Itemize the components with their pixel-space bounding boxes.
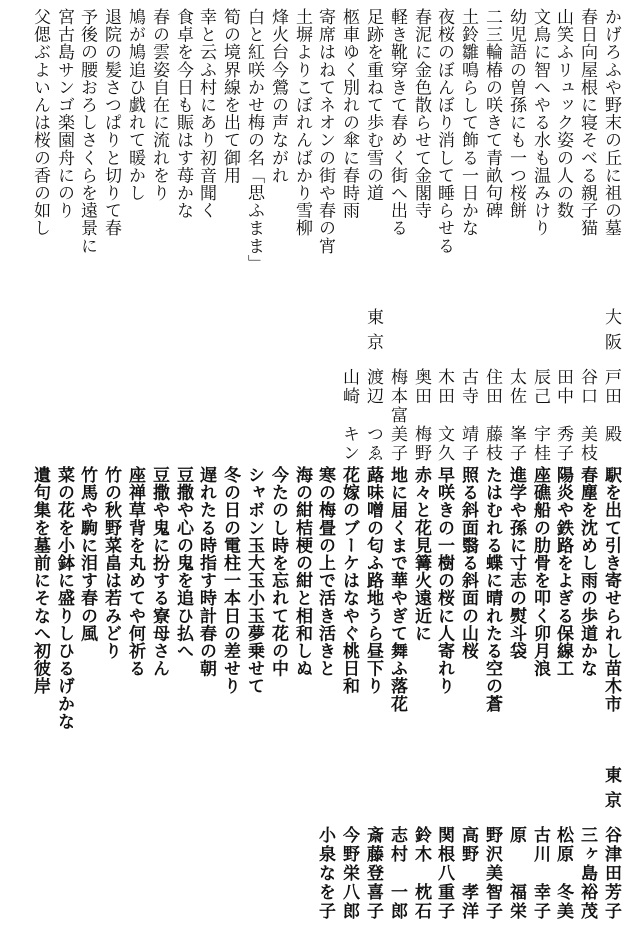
bottom-poem-2: 春塵を沈めし雨の歩道かな bbox=[577, 466, 597, 678]
top-loc-1: 大阪 bbox=[601, 308, 621, 358]
bottom-poem-17: 冬の日の電柱一本日の差せり bbox=[220, 466, 240, 695]
bottom-poem-14: 海の紺桔梗の紺と相和しぬ bbox=[292, 466, 312, 678]
top-poem-22: 退院の髪さつぱりと切りて春 bbox=[101, 8, 121, 237]
top-poem-16: 白と紅咲かせ梅の名「思ふまま」 bbox=[244, 8, 264, 272]
top-poem-23: 予後の腰おろしさくらを遠景に bbox=[77, 8, 97, 255]
bottom-poem-10: 地に届くまで華やぎて舞ふ落花 bbox=[387, 466, 407, 713]
bottom-author-10: 志村 一郎 bbox=[387, 826, 407, 921]
top-author-6: 住田 藤枝 bbox=[482, 368, 502, 463]
top-poem-13: 寄席はねてネオンの街や春の宵 bbox=[315, 8, 335, 255]
bottom-author-11: 斎藤登喜子 bbox=[363, 826, 383, 921]
bottom-author-7: 高野 孝洋 bbox=[458, 826, 478, 921]
top-poem-20: 春の雲姿自在に流れをり bbox=[149, 8, 169, 202]
top-poem-24: 宮古島サンゴ楽園舟にのり bbox=[54, 8, 74, 220]
top-author-5: 太佐 峯子 bbox=[506, 368, 526, 463]
bottom-poem-19: 豆撒や心の鬼を追ひ払へ bbox=[173, 466, 193, 660]
bottom-poem-7: 照る斜面翳る斜面の山桜 bbox=[458, 466, 478, 660]
bottom-poem-5: 進学や孫に寸志の熨斗袋 bbox=[506, 466, 526, 660]
top-poem-19: 食卓を今日も賑はす苺かな bbox=[173, 8, 193, 220]
top-poem-9: 春泥に金色散らせて金閣寺 bbox=[411, 8, 431, 220]
bottom-author-9: 鈴木 枕石 bbox=[411, 826, 431, 921]
bottom-author-6: 野沢美智子 bbox=[482, 826, 502, 921]
top-author-12: 山崎 キン bbox=[339, 368, 359, 463]
top-author-8: 木田 文久 bbox=[434, 368, 454, 463]
top-poem-3: 山笑ふリュック姿の人の数 bbox=[553, 8, 573, 220]
bottom-author-8: 関根八重子 bbox=[434, 826, 454, 921]
bottom-author-13: 小泉なを子 bbox=[315, 826, 335, 921]
bottom-poem-9: 赤々と花見篝火遠近に bbox=[411, 466, 431, 642]
bottom-poem-3: 陽炎や鉄路をよぎる保線工 bbox=[553, 466, 573, 678]
top-poem-8: 夜桜のぼんぼり消して睡らせる bbox=[434, 8, 454, 255]
bottom-author-2: 三ヶ島裕茂 bbox=[577, 826, 597, 921]
top-poem-15: 烽火台今鶯の声ながれ bbox=[268, 8, 288, 184]
top-poem-7: 土鈴雛鳴らして飾る一日かな bbox=[458, 8, 478, 237]
top-author-9: 奥田 梅野 bbox=[411, 368, 431, 463]
top-poem-5: 幼児語の曽孫にも一つ桜餅 bbox=[506, 8, 526, 220]
top-author-10: 梅本富美子 bbox=[387, 368, 407, 463]
bottom-poem-11: 蕗味噌の匂ふ路地うら昼下り bbox=[363, 466, 383, 695]
top-loc-11: 東京 bbox=[363, 308, 383, 358]
top-author-3: 田中 秀子 bbox=[553, 368, 573, 463]
bottom-author-4: 古川 幸子 bbox=[530, 826, 550, 921]
bottom-poem-1: 駅を出て引き寄せられし苗木市 bbox=[601, 466, 621, 713]
bottom-poem-21: 座禅草背を丸めてや何祈る bbox=[125, 466, 145, 678]
top-poem-10: 軽き靴穿きて春めく街へ出る bbox=[387, 8, 407, 237]
bottom-poem-23: 竹馬や駒に泪す春の風 bbox=[77, 466, 97, 642]
top-poem-25: 父偲ぶよいんは桜の香の如し bbox=[30, 8, 50, 237]
bottom-poem-12: 花嫁のブーケはなやぐ桃日和 bbox=[339, 466, 359, 695]
top-poem-1: かげろふや野末の丘に祖の墓 bbox=[601, 8, 621, 237]
top-author-2: 谷口 美枝 bbox=[577, 368, 597, 463]
top-author-11: 渡辺 つゑ bbox=[363, 368, 383, 463]
top-author-4: 辰己 宇桂 bbox=[530, 368, 550, 463]
bottom-loc-1: 東京 bbox=[601, 766, 621, 816]
bottom-poem-15: 今たのし時を忘れて花の中 bbox=[268, 466, 288, 678]
bottom-poem-6: たはむれる蝶に晴れたる空の蒼 bbox=[482, 466, 502, 713]
bottom-poem-25: 遺句集を墓前にそなへ初彼岸 bbox=[30, 466, 50, 695]
bottom-section bbox=[0, 466, 636, 927]
bottom-poem-8: 早咲きの一樹の桜に人寄れり bbox=[434, 466, 454, 695]
bottom-poem-13: 寒の梅畳の上で活き活きと bbox=[315, 466, 335, 678]
top-poem-14: 土塀よりこぼれんばかり雪柳 bbox=[292, 8, 312, 237]
top-section bbox=[0, 8, 636, 463]
bottom-poem-22: 竹の秋野菜畠は若みどり bbox=[101, 466, 121, 660]
top-poem-17: 筍の境界線を出て御用 bbox=[220, 8, 240, 184]
top-poem-21: 鳩が鳩追ひ戯れて暖かし bbox=[125, 8, 145, 202]
top-author-7: 古寺 靖子 bbox=[458, 368, 478, 463]
top-poem-6: 二三輪椿の咲きて青畝句碑 bbox=[482, 8, 502, 220]
top-poem-18: 幸と云ふ村にあり初音聞く bbox=[196, 8, 216, 220]
bottom-poem-4: 座礁船の肋骨を叩く卯月浪 bbox=[530, 466, 550, 678]
bottom-author-3: 松原 冬美 bbox=[553, 826, 573, 921]
bottom-poem-18: 遅れたる時指す時計春の朝 bbox=[196, 466, 216, 678]
bottom-poem-24: 菜の花を小鉢に盛りしひるげかな bbox=[54, 466, 74, 730]
top-author-1: 戸田 殿 bbox=[601, 368, 621, 444]
top-poem-4: 文鳥に智へやる水も温みけり bbox=[530, 8, 550, 237]
bottom-poem-20: 豆撒や鬼に扮する寮母さん bbox=[149, 466, 169, 678]
top-poem-12: 柩車ゆく別れの傘に春時雨 bbox=[339, 8, 359, 220]
top-poem-11: 足跡を重ねて歩む雪の道 bbox=[363, 8, 383, 202]
top-poem-2: 春日向屋根に寝そべる親子猫 bbox=[577, 8, 597, 237]
bottom-author-12: 今野栄八郎 bbox=[339, 826, 359, 921]
bottom-author-5: 原 福栄 bbox=[506, 826, 526, 921]
bottom-author-1: 谷津田芳子 bbox=[601, 826, 621, 921]
bottom-poem-16: シャボン玉大玉小玉夢乗せて bbox=[244, 466, 264, 695]
